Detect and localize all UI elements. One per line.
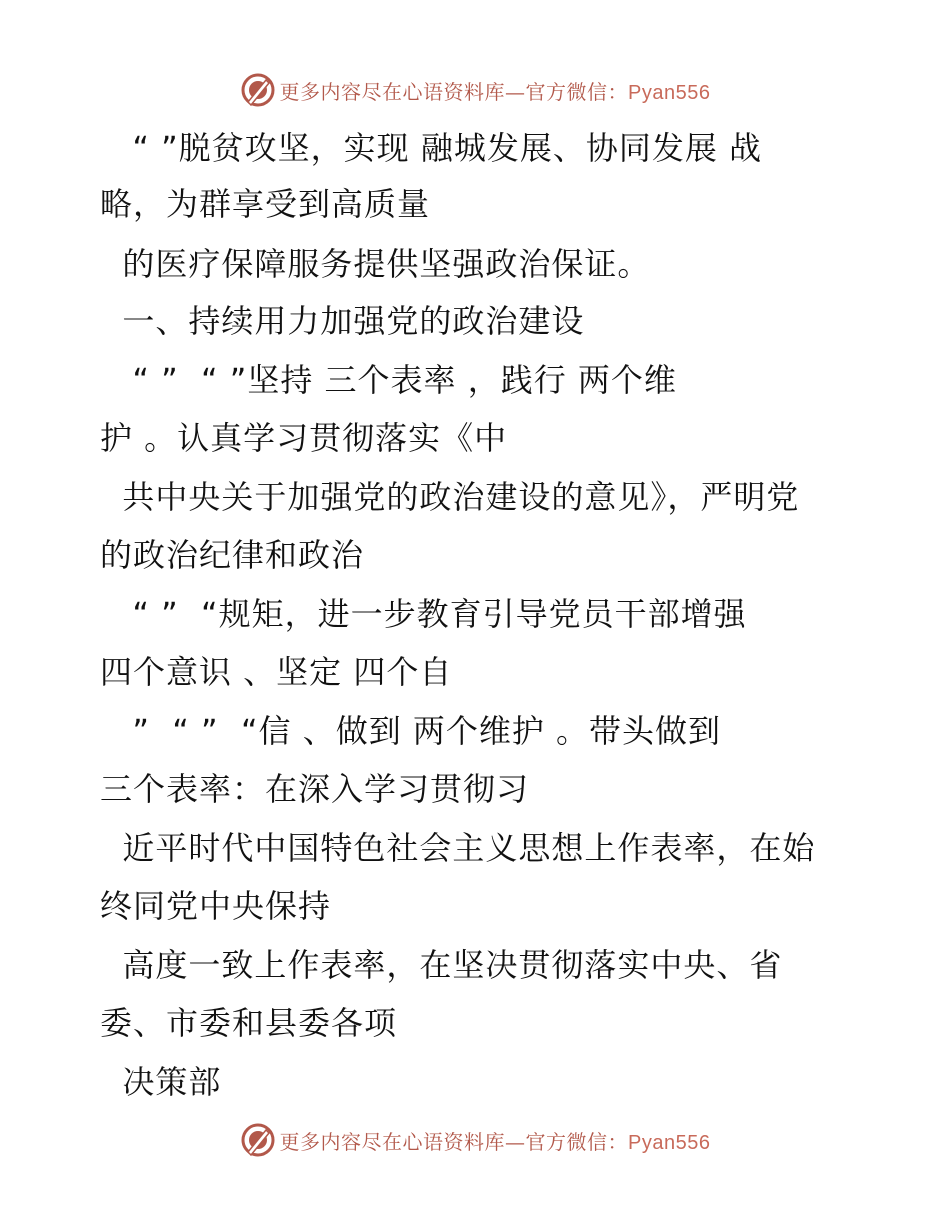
body-line: “ ” “ ”坚持 三个表率 ，践行 两个维 xyxy=(110,361,677,399)
body-line: 共中央关于加强党的政治建设的意见》，严明党 xyxy=(100,478,800,516)
wechat-id: Pyan556 xyxy=(628,81,711,104)
body-line: 一、持续用力加强党的政治建设 xyxy=(100,302,585,340)
body-line: 终同党中央保持 xyxy=(100,887,332,925)
body-line: “ ” “规矩，进一步教育引导党员干部增强 xyxy=(110,595,747,633)
body-line: ” “ ” “信 、做到 两个维护 。带头做到 xyxy=(110,712,722,750)
body-line: “ ”脱贫攻坚，实现 融城发展、协同发展 战 xyxy=(110,129,763,167)
body-line: 四个意识 、坚定 四个自 xyxy=(100,653,453,691)
wechat-id: Pyan556 xyxy=(628,1131,711,1154)
body-line: 的医疗保障服务提供坚强政治保证。 xyxy=(100,245,651,283)
body-line: 护 。认真学习贯彻落实《中 xyxy=(100,419,508,457)
watermark-text: 更多内容尽在心语资料库—官方微信：Pyan556 xyxy=(279,79,711,104)
body-line: 高度一致上作表率，在坚决贯彻落实中央、省 xyxy=(100,946,783,984)
body-line: 委、市委和县委各项 xyxy=(100,1004,398,1042)
watermark-text: 更多内容尽在心语资料库—官方微信：Pyan556 xyxy=(279,1129,711,1154)
body-line: 的政治纪律和政治 xyxy=(100,536,365,574)
body-line: 三个表率：在深入学习贯彻习 xyxy=(100,770,530,808)
body-line: 近平时代中国特色社会主义思想上作表率，在始 xyxy=(100,829,816,867)
seal-pen-icon xyxy=(240,1122,276,1158)
footer-watermark-banner xyxy=(0,1120,950,1160)
body-line: 略，为群享受到高质量 xyxy=(100,185,431,223)
body-line: 决策部 xyxy=(100,1063,222,1101)
